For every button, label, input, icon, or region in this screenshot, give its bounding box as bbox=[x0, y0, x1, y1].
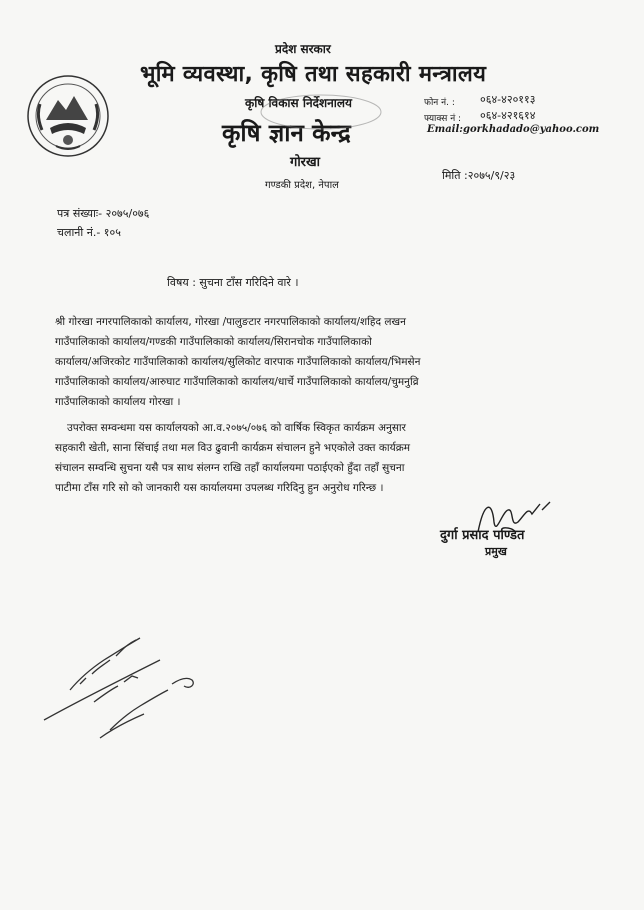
paragraph-line: गाउँपालिकाको कार्यालय गोरखा । bbox=[55, 396, 181, 408]
reference-number: पत्र संख्याः- २०७५/०७६ bbox=[57, 207, 150, 220]
government-label: प्रदेश सरकार bbox=[275, 42, 331, 56]
province-name: गण्डकी प्रदेश, नेपाल bbox=[265, 180, 339, 191]
ministry-title: भूमि व्यवस्था, कृषि तथा सहकारी मन्त्रालय bbox=[140, 62, 487, 87]
department-name: कृषि विकास निर्देशनालय bbox=[245, 96, 352, 110]
subject-line: विषय : सुचना टाँस गरिदिने वारे । bbox=[167, 276, 299, 289]
dispatch-number: चलानी नं.- १०५ bbox=[57, 226, 121, 239]
signer-name: दुर्गा प्रसाद पण्डित bbox=[440, 528, 525, 543]
phone-label: फोन नं. : bbox=[424, 98, 455, 108]
addressee-paragraph bbox=[55, 312, 562, 412]
paragraph-line: गाउँपालिकाको कार्यालय/आरुघाट गाउँपालिकाको कार्यालय/धार्चे गाउँपालिकाको कार्यालय/चुमनुव्रि bbox=[55, 376, 419, 388]
office-name: कृषि ज्ञान केन्द्र bbox=[222, 119, 351, 147]
office-stamp-mark bbox=[256, 92, 386, 132]
fax-label: फ्याक्स नं : bbox=[424, 114, 462, 124]
paragraph-line: संचालन सम्वन्धि सुचना यसै पत्र साथ संलग्न राखि तहाँ कार्यालयमा पठाईएको हुँदा तहाँ सुचना bbox=[55, 462, 405, 474]
fax-number: ०६४-४२१६१४ bbox=[480, 109, 536, 122]
paragraph-line: उपरोक्त सम्वन्धमा यस कार्यालयको आ.व.२०७५/०७६ को वार्षिक स्विकृत कार्यक्रम अनुसार bbox=[67, 422, 406, 434]
email-address: Email:gorkhadado@yahoo.com bbox=[427, 124, 600, 135]
city-name: गोरखा bbox=[290, 155, 321, 170]
phone-number: ०६४-४२०११३ bbox=[480, 93, 536, 106]
paragraph-line: श्री गोरखा नगरपालिकाको कार्यालय, गोरखा /पालुङटार नगरपालिकाको कार्यालय/शहिद लखन bbox=[55, 316, 406, 328]
paragraph-line: गाउँपालिकाको कार्यालय/गण्डकी गाउँपालिकाको कार्यालय/सिरानचोक गाउँपालिकाको bbox=[55, 336, 372, 348]
paragraph-line: सहकारी खेती, साना सिंचाई तथा मल विउ ढुवानी कार्यक्रम संचालन हुने भएकोले उक्त कार्यक्रम bbox=[55, 442, 411, 454]
nepal-emblem-logo bbox=[26, 74, 110, 158]
handwritten-forwarding-note bbox=[40, 620, 220, 750]
paragraph-line: कार्यालय/अजिरकोट गाउँपालिकाको कार्यालय/सुलिकोट वारपाक गाउँपालिकाको कार्यालय/भिमसेन bbox=[55, 356, 421, 368]
signer-title: प्रमुख bbox=[485, 545, 507, 558]
body-paragraph bbox=[55, 418, 562, 498]
letter-date: मिति :२०७५/९/२३ bbox=[442, 169, 516, 182]
paragraph-line: पाटीमा टाँस गरि सो को जानकारी यस कार्यालयमा उपलब्ध गरिदिनु हुन अनुरोध गरिन्छ । bbox=[55, 482, 384, 494]
